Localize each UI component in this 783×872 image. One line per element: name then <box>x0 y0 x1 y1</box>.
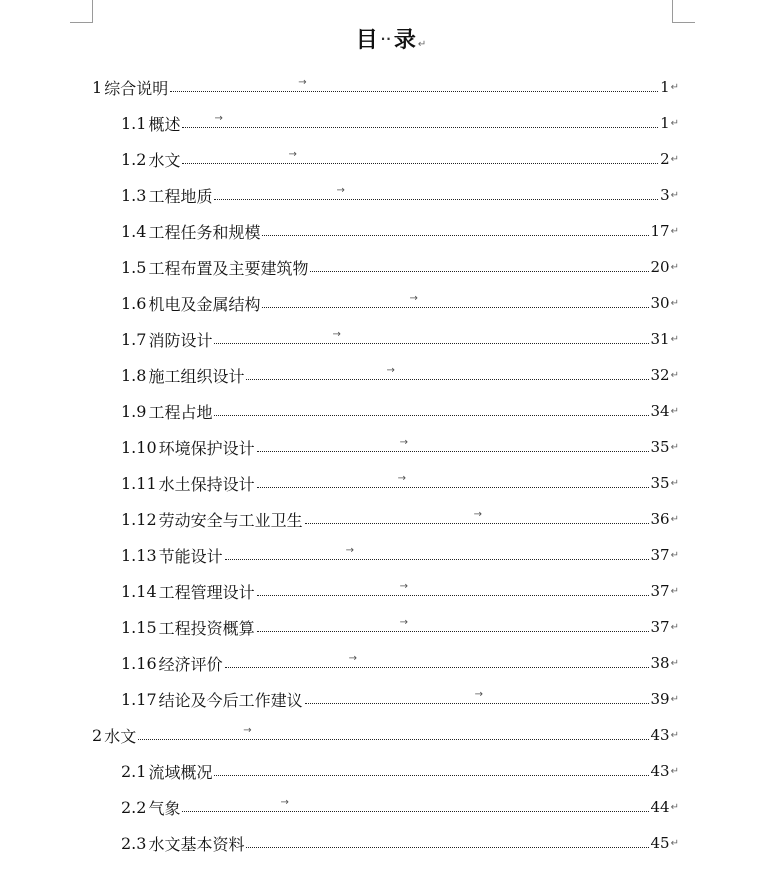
toc-entry-number: 1.14 <box>121 581 157 601</box>
toc-entry-number: 1.6 <box>121 293 147 313</box>
toc-entry-page-number: 31 <box>650 330 670 348</box>
tab-mark-icon: → <box>399 617 409 628</box>
toc-entry[interactable] <box>121 792 679 822</box>
toc-entry-page-number: 1 <box>660 78 670 96</box>
toc-entry-number: 1.2 <box>121 149 147 169</box>
dot-leader <box>182 108 658 138</box>
toc-entry-page-number: 34 <box>650 402 670 420</box>
toc-entry-page-number: 20 <box>650 258 670 276</box>
toc-entry-page-number: 3 <box>660 186 670 204</box>
toc-entry[interactable] <box>92 720 679 750</box>
toc-entry[interactable] <box>121 828 679 858</box>
toc-entry-label: 水土保持设计 <box>158 474 255 494</box>
toc-entry-page-number: 37 <box>650 582 670 600</box>
paragraph-mark-icon: ↵ <box>670 801 679 813</box>
toc-entry-label: 经济评价 <box>158 654 223 674</box>
tab-mark-icon: → <box>298 77 307 88</box>
toc-entry[interactable] <box>121 252 679 282</box>
dot-leader <box>182 792 648 822</box>
toc-entry-label: 环境保护设计 <box>158 438 255 458</box>
paragraph-mark-icon: ↵ <box>670 729 679 741</box>
tab-mark-icon: → <box>473 509 483 520</box>
toc-entry-number: 1.16 <box>121 653 157 673</box>
toc-entry-page-number: 35 <box>650 474 670 492</box>
dot-leader <box>170 72 658 102</box>
toc-entry-label: 工程占地 <box>148 402 213 422</box>
toc-entry-label: 工程管理设计 <box>158 582 255 602</box>
toc-entry[interactable] <box>121 504 679 534</box>
toc-entry-number: 1.11 <box>121 473 157 493</box>
paragraph-mark-icon: ↵ <box>670 765 679 777</box>
dot-leader <box>262 288 648 318</box>
toc-entry-number: 2 <box>92 725 103 745</box>
dot-leader <box>257 432 649 462</box>
toc-entry-number: 1.12 <box>121 509 157 529</box>
tab-mark-icon: → <box>214 113 223 124</box>
toc-entry-page-number: 36 <box>650 510 670 528</box>
toc-entry[interactable] <box>121 360 679 390</box>
toc-entry[interactable] <box>121 540 679 570</box>
dot-leader <box>257 468 649 498</box>
toc-entry[interactable] <box>121 216 679 246</box>
toc-entry-number: 1.13 <box>121 545 157 565</box>
tab-mark-icon: → <box>348 653 358 664</box>
tab-mark-icon: → <box>243 725 252 736</box>
tab-mark-icon: → <box>386 365 395 376</box>
dot-leader <box>225 648 649 678</box>
toc-entry-label: 工程任务和规模 <box>148 222 261 242</box>
dot-leader <box>214 324 648 354</box>
toc-entry-label: 综合说明 <box>104 78 169 98</box>
dot-leader <box>310 252 648 282</box>
page-corner-mark-right <box>672 0 695 23</box>
tab-mark-icon: → <box>332 329 341 340</box>
paragraph-mark-icon: ↵ <box>670 369 679 381</box>
paragraph-mark-icon: ↵ <box>670 585 679 597</box>
toc-entry-page-number: 45 <box>650 834 670 852</box>
toc-entry[interactable] <box>121 648 679 678</box>
dot-leader <box>257 612 649 642</box>
tab-mark-icon: → <box>288 149 297 160</box>
toc-entry-number: 2.1 <box>121 761 147 781</box>
toc-entry-number: 1.1 <box>121 113 147 133</box>
toc-entry[interactable] <box>121 144 679 174</box>
toc-entry[interactable] <box>121 432 679 462</box>
toc-entry-page-number: 43 <box>650 762 670 780</box>
paragraph-mark-icon: ↵ <box>670 225 679 237</box>
page-corner-mark-left <box>70 0 93 23</box>
tab-mark-icon: → <box>474 689 484 700</box>
toc-entry-label: 概述 <box>148 114 181 134</box>
toc-entry-number: 1 <box>92 77 103 97</box>
toc-entry-page-number: 35 <box>650 438 670 456</box>
tab-mark-icon: → <box>399 437 409 448</box>
toc-entry-page-number: 30 <box>650 294 670 312</box>
toc-entry-page-number: 39 <box>650 690 670 708</box>
toc-entry-page-number: 17 <box>650 222 670 240</box>
paragraph-mark-icon: ↵ <box>670 657 679 669</box>
toc-entry-number: 1.15 <box>121 617 157 637</box>
dot-leader <box>246 828 648 858</box>
toc-entry[interactable] <box>121 684 679 714</box>
dot-leader <box>138 720 648 750</box>
toc-title-spacing-dots: ·· <box>380 32 392 46</box>
dot-leader <box>225 540 649 570</box>
toc-entry-number: 1.5 <box>121 257 147 277</box>
toc-entry-page-number: 37 <box>650 546 670 564</box>
dot-leader <box>214 396 648 426</box>
toc-title <box>0 24 783 62</box>
dot-leader <box>305 504 649 534</box>
toc-entry-label: 气象 <box>148 798 181 818</box>
dot-leader <box>182 144 658 174</box>
paragraph-mark-icon: ↵ <box>670 513 679 525</box>
paragraph-mark-icon: ↵ <box>670 297 679 309</box>
toc-entry[interactable] <box>121 612 679 642</box>
toc-entry-number: 2.2 <box>121 797 147 817</box>
toc-entry-number: 1.4 <box>121 221 147 241</box>
toc-entry-label: 工程地质 <box>148 186 213 206</box>
toc-entry-number: 1.8 <box>121 365 147 385</box>
toc-entry-label: 结论及今后工作建议 <box>158 690 303 710</box>
paragraph-mark-icon: ↵ <box>670 189 679 201</box>
toc-entry-label: 水文 <box>148 150 181 170</box>
paragraph-mark-icon: ↵ <box>670 837 679 849</box>
toc-entry[interactable] <box>121 108 679 138</box>
toc-entry-number: 2.3 <box>121 833 147 853</box>
toc-entry-label: 节能设计 <box>158 546 223 566</box>
toc-entry-page-number: 1 <box>660 114 670 132</box>
dot-leader <box>214 180 658 210</box>
toc-entry-label: 劳动安全与工业卫生 <box>158 510 303 530</box>
toc-entry[interactable] <box>121 288 679 318</box>
paragraph-mark-icon: ↵ <box>670 549 679 561</box>
toc-entry-number: 1.7 <box>121 329 147 349</box>
dot-leader <box>305 684 649 714</box>
tab-mark-icon: → <box>345 545 355 556</box>
toc-entry-label: 施工组织设计 <box>148 366 245 386</box>
toc-entry-label: 消防设计 <box>148 330 213 350</box>
dot-leader <box>257 576 649 606</box>
tab-mark-icon: → <box>336 185 345 196</box>
paragraph-mark-icon: ↵ <box>670 333 679 345</box>
toc-entry-page-number: 44 <box>650 798 670 816</box>
toc-entry-label: 机电及金属结构 <box>148 294 261 314</box>
toc-title-char-2: 录 <box>393 28 417 53</box>
toc-entry-page-number: 38 <box>650 654 670 672</box>
toc-entry-label: 工程布置及主要建筑物 <box>148 258 309 278</box>
toc-entry-number: 1.17 <box>121 689 157 709</box>
tab-mark-icon: → <box>399 581 409 592</box>
toc-entry[interactable] <box>121 468 679 498</box>
toc-entry-label: 工程投资概算 <box>158 618 255 638</box>
toc-entry-label: 水文 <box>104 726 137 746</box>
dot-leader <box>214 756 648 786</box>
tab-mark-icon: → <box>409 293 418 304</box>
paragraph-mark-icon: ↵ <box>670 693 679 705</box>
tab-mark-icon: → <box>280 797 289 808</box>
toc-entry-label: 水文基本资料 <box>148 834 245 854</box>
toc-entry[interactable] <box>121 180 679 210</box>
toc-entry-page-number: 37 <box>650 618 670 636</box>
tab-mark-icon: → <box>397 473 407 484</box>
toc-entry[interactable] <box>121 756 679 786</box>
paragraph-mark-icon: ↵ <box>670 153 679 165</box>
paragraph-mark-icon: ↵ <box>670 441 679 453</box>
paragraph-mark-icon: ↵ <box>670 621 679 633</box>
toc-title-char-1: 目 <box>355 28 379 53</box>
paragraph-mark-icon: ↵ <box>670 261 679 273</box>
paragraph-mark-icon: ↵ <box>670 81 679 93</box>
paragraph-mark-icon: ↵ <box>670 477 679 489</box>
toc-entry[interactable] <box>121 576 679 606</box>
paragraph-mark-icon: ↵ <box>417 39 428 50</box>
toc-entry-number: 1.10 <box>121 437 157 457</box>
toc-entry[interactable] <box>121 396 679 426</box>
paragraph-mark-icon: ↵ <box>670 117 679 129</box>
toc-entry-page-number: 43 <box>650 726 670 744</box>
toc-entry-page-number: 2 <box>660 150 670 168</box>
toc-entry[interactable] <box>92 72 679 102</box>
toc-entry-number: 1.9 <box>121 401 147 421</box>
toc-entry[interactable] <box>121 324 679 354</box>
toc-entry-number: 1.3 <box>121 185 147 205</box>
paragraph-mark-icon: ↵ <box>670 405 679 417</box>
toc-entry-page-number: 32 <box>650 366 670 384</box>
toc-entry-label: 流域概况 <box>148 762 213 782</box>
dot-leader <box>262 216 648 246</box>
dot-leader <box>246 360 648 390</box>
